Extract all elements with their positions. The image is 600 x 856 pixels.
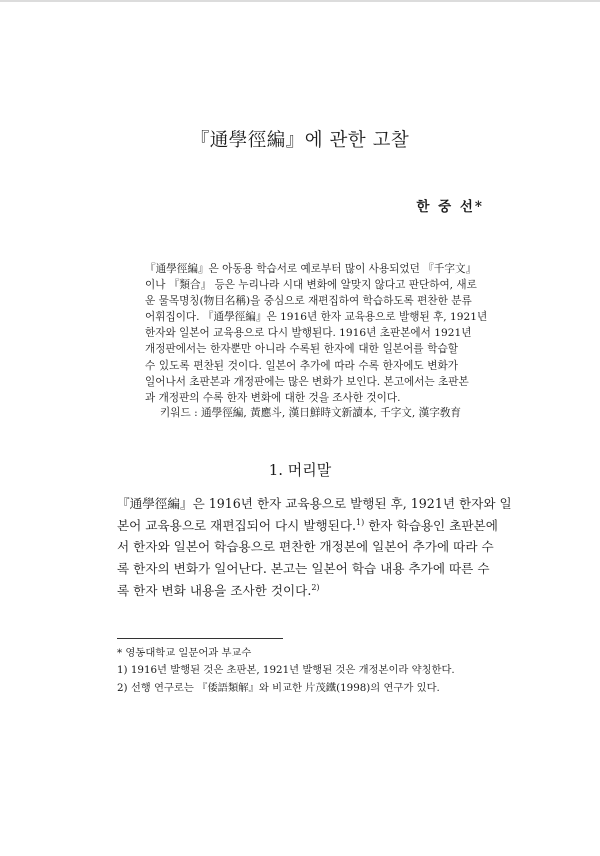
abstract-line: 어휘집이다. 『通學徑編』은 1916년 한자 교육용으로 발행된 후, 1921년	[145, 311, 488, 324]
abstract	[145, 261, 488, 406]
body-line-text: 서 한자와 일본어 학습용으로 편찬한 개정본에 일본어 추가에 따라 수	[117, 539, 494, 555]
abstract-line: 수 있도록 편찬된 것이다. 일본어 추가에 따라 수록 한자에도 변화가	[145, 359, 458, 372]
body-line	[117, 580, 484, 602]
abstract-line: 개정판에서는 한자뿐만 아니라 수록된 한자에 대한 일본어를 학습할	[145, 343, 458, 356]
abstract-line: 과 개정판의 수록 한자 변화에 대한 것을 조사한 것이다.	[145, 391, 401, 404]
abstract-line: 이나 『類合』 등은 누리나라 시대 변화에 알맞지 않다고 판단하여, 새로	[145, 279, 477, 292]
page-top-edge	[0, 0, 600, 2]
body-line-text: 본어 교육용으로 재편집되어 다시 발행된다.	[117, 517, 356, 533]
abstract-line: 『通學徑編』은 아동용 학습서로 예로부터 많이 사용되었던 『千字文』	[145, 263, 477, 275]
footnote-ref[interactable]: 2)	[311, 582, 320, 592]
body-line	[117, 536, 494, 558]
footnote-author-affiliation: * 영동대학교 일문어과 부교수	[117, 647, 252, 659]
body-paragraph	[117, 493, 512, 602]
author-name: 한 중 선*	[416, 199, 484, 215]
abstract-line: 한자와 일본어 교육용으로 다시 발행된다. 1916년 초판본에서 1921년	[145, 327, 472, 340]
body-line	[117, 493, 512, 515]
footnote-1: 1) 1916년 발행된 것은 초판본, 1921년 발행된 것은 개정본이라 약칭한다.	[117, 664, 455, 677]
abstract-line: 일어나서 초판본과 개정판에는 많은 변화가 보인다. 본고에서는 초판본	[145, 375, 469, 388]
body-line-text: 『通學徑編』은 1916년 한자 교육용으로 발행된 후, 1921년 한자와 일	[117, 496, 512, 511]
body-line	[117, 515, 498, 537]
body-line-text: 록 한자의 변화가 일어난다. 본고는 일본어 학습 내용 추가에 따른 수	[117, 561, 490, 577]
body-line-text: 한자 학습용인 초판본에	[364, 517, 498, 533]
paper-title: 『通學徑編』에 관한 고찰	[190, 130, 410, 151]
footnote-2: 2) 선행 연구로는 『倭語類解』와 비교한 片茂鐵(1998)의 연구가 있다.	[117, 681, 440, 694]
section-heading: 1. 머리말	[268, 461, 332, 479]
body-line	[117, 558, 490, 580]
body-line-text: 록 한자 변화 내용을 조사한 것이다.	[117, 582, 312, 598]
footnote-ref[interactable]: 1)	[356, 517, 365, 527]
footnote-divider	[117, 638, 283, 639]
keywords: 키워드 : 通學徑編, 黃應斗, 漢日鮮時文新讀本, 千字文, 漢字敎育	[160, 407, 462, 419]
abstract-line: 운 물목명칭(物目名稱)을 중심으로 재편집하여 학습하도록 편찬한 분류	[145, 295, 472, 308]
footnotes	[117, 645, 484, 697]
